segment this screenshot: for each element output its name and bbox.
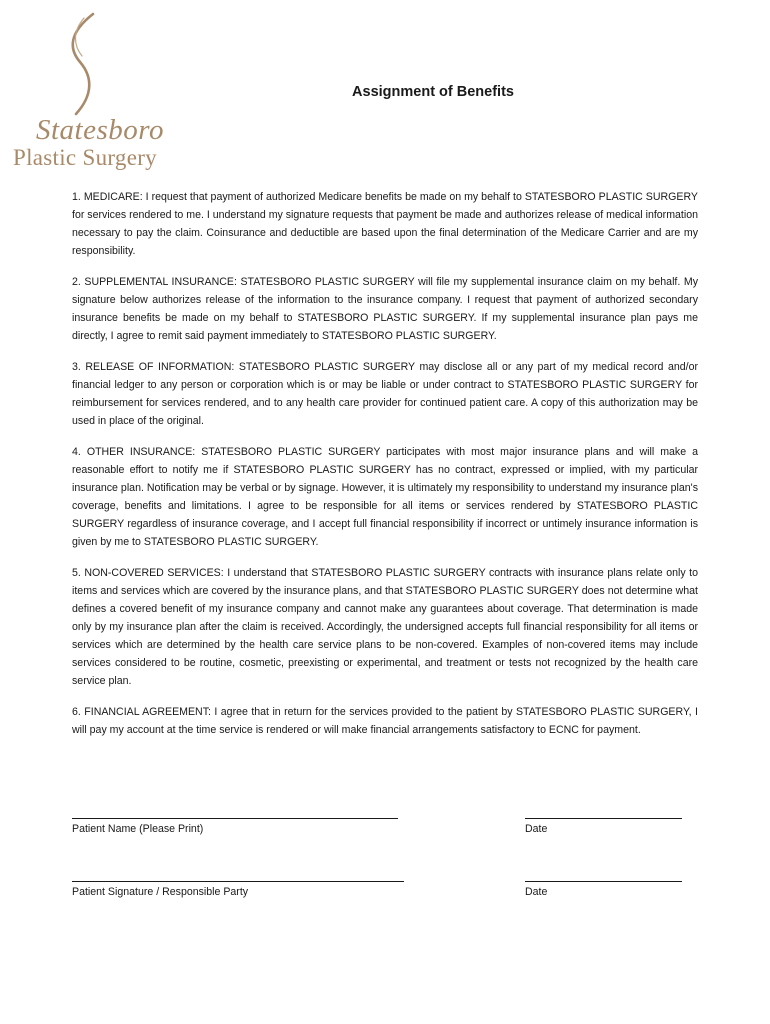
paragraph-financial-agreement: 6. FINANCIAL AGREEMENT: I agree that in return for the services provided to the patient by STATESBORO PLASTIC SURGERY, I will pay my account at the time service is rendered or will make financial arrangements satisfactory to ECNC for payment. (72, 706, 698, 736)
patient-name-field[interactable] (72, 818, 398, 819)
date-field-1[interactable] (525, 818, 682, 819)
date-label-2: Date (525, 886, 548, 898)
date-field-2[interactable] (525, 881, 682, 882)
document-title: Assignment of Benefits (352, 84, 514, 100)
paragraph-other-insurance: 4. OTHER INSURANCE: STATESBORO PLASTIC SURGERY participates with most major insurance plans and will make a reasonable effort to notify me if STATESBORO PLASTIC SURGERY has no contract, expressed or implied, with my particular insurance plan. Notification may be verbal or by signage. However, it is ultimately my responsibility to understand my insurance plan's coverage, benefits and limitations. I agree to be responsible for all items or services rendered by STATESBORO PLASTIC SURGERY regardless of insurance coverage, and I accept full financial responsibility if incorrect or untimely insurance information is given by me to STATESBORO PLASTIC SURGERY. (72, 446, 698, 548)
logo-wordmark-line1: Statesboro (36, 114, 164, 146)
paragraph-medicare: 1. MEDICARE: I request that payment of authorized Medicare benefits be made on my behalf to STATESBORO PLASTIC SURGERY for services rendered to me. I understand my signature requests that payment be made and authorizes release of medical information necessary to pay the claim. Coinsurance and deductible are based upon the final determination of the Medicare Carrier and are my responsibility. (72, 191, 698, 257)
paragraph-non-covered-services: 5. NON-COVERED SERVICES: I understand that STATESBORO PLASTIC SURGERY contracts with insurance plans relate only to items and services which are covered by the insurance plans, and that STATESBORO PLASTIC SURGERY does not determine what defines a covered benefit of my insurance company and cannot make any guarantees about coverage. That determination is made only by my insurance plan after the claim is received. Accordingly, the undersigned accepts full financial responsibility for all items or services which are determined by the health care service plans to be non-covered. Examples of non-covered items may include services considered to be routine, cosmetic, preexisting or experimental, and treatment or tests not recognized by the health care service plan. (72, 567, 698, 687)
document-body (72, 188, 698, 752)
patient-signature-field[interactable] (72, 881, 404, 882)
logo-swirl-icon (10, 10, 160, 120)
logo-wordmark-line2: Plastic Surgery (13, 145, 157, 170)
paragraph-release-of-information: 3. RELEASE OF INFORMATION: STATESBORO PLASTIC SURGERY may disclose all or any part of my medical record and/or financial ledger to any person or corporation which is or may be liable or under contract to STATESBORO PLASTIC SURGERY for reimbursement for services rendered, and to any health care provider for continued patient care. A copy of this authorization may be used in place of the original. (72, 361, 698, 427)
date-label-1: Date (525, 823, 548, 835)
patient-name-label: Patient Name (Please Print) (72, 823, 204, 835)
paragraph-supplemental-insurance: 2. SUPPLEMENTAL INSURANCE: STATESBORO PLASTIC SURGERY will file my supplemental insurance claim on my behalf. My signature below authorizes release of the information to the insurance company. I request that payment of authorized secondary insurance benefits be made on my behalf to STATESBORO PLASTIC SURGERY. If my supplemental insurance plan pays me directly, I agree to remit said payment immediately to STATESBORO PLASTIC SURGERY. (72, 276, 698, 342)
patient-signature-label: Patient Signature / Responsible Party (72, 886, 249, 898)
